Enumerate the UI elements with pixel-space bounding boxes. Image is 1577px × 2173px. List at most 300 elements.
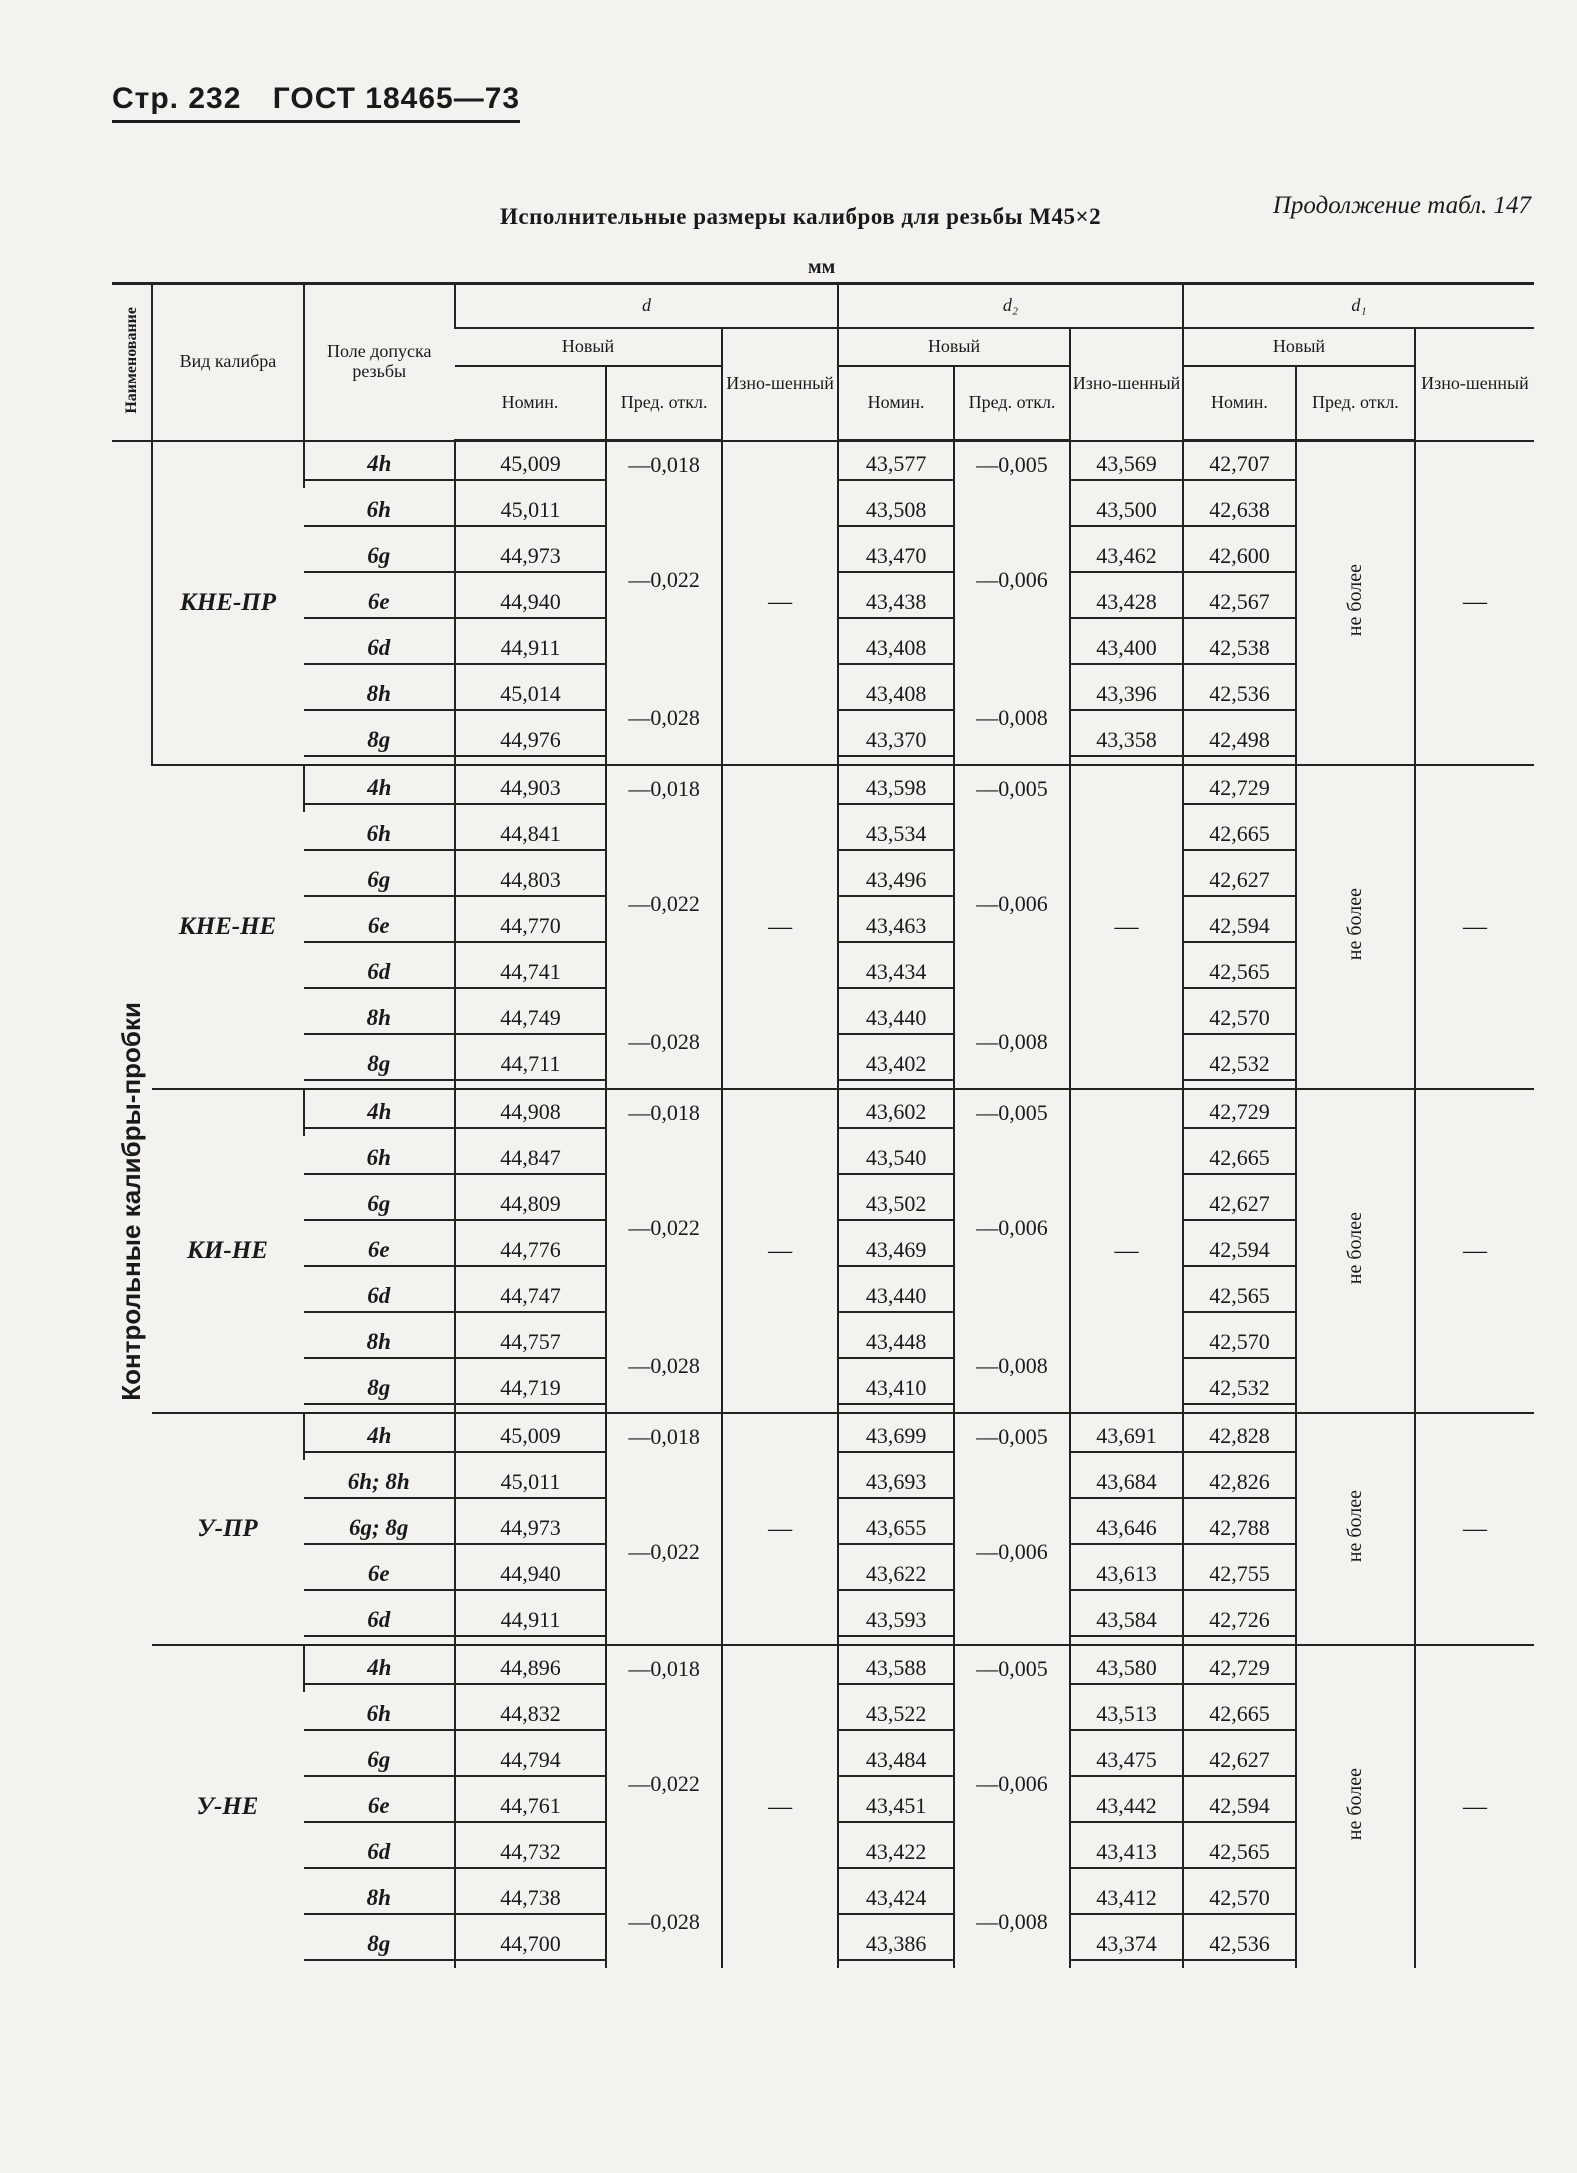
d-nominal: 44,749 [456, 1003, 605, 1035]
d1-nominal: 42,707 [1184, 449, 1295, 481]
d-nominal-cell [455, 534, 606, 580]
d2-worn: 43,374 [1071, 1929, 1182, 1961]
d2-worn: 43,569 [1071, 449, 1182, 481]
table-units: мм [808, 256, 836, 278]
tolerance-field-cell [304, 1830, 455, 1876]
tolerance-field-cell [304, 672, 455, 718]
d2-nominal: 43,577 [839, 449, 953, 481]
tolerance-field-cell [304, 1136, 455, 1182]
d2-worn-cell [1070, 1692, 1183, 1738]
standard-number: ГОСТ 18465—73 [272, 82, 521, 115]
d-limit-dev: —0,022 [606, 488, 722, 672]
d1-nominal-cell [1183, 580, 1296, 626]
header-name: Наименование [112, 284, 152, 441]
d1-nominal-cell [1183, 1506, 1296, 1552]
d1-worn: — [1415, 1645, 1534, 1968]
d1-nominal-cell [1183, 1598, 1296, 1645]
d2-nominal-cell [838, 950, 954, 996]
d-limit-dev: —0,018 [606, 1089, 722, 1136]
d2-worn: 43,500 [1071, 495, 1182, 527]
d-limit-dev: —0,028 [606, 1320, 722, 1413]
d2-worn: 43,580 [1071, 1653, 1182, 1685]
d2-nominal-cell [838, 1460, 954, 1506]
tolerance-field-cell [304, 1320, 455, 1366]
d-nominal: 45,009 [456, 449, 605, 481]
d2-worn-cell [1070, 534, 1183, 580]
d2-nominal: 43,408 [839, 633, 953, 665]
tolerance-field: 8h [304, 1327, 454, 1359]
tolerance-field: 8g [304, 1049, 454, 1081]
tolerance-field: 6d [304, 1837, 454, 1869]
d-limit-dev: —0,022 [606, 1460, 722, 1645]
d2-nominal-cell [838, 1784, 954, 1830]
d1-limit-dev [1296, 1089, 1415, 1413]
d2-nominal-cell [838, 488, 954, 534]
tolerance-field: 6h; 8h [304, 1467, 454, 1499]
tolerance-field: 4h [305, 773, 454, 805]
tolerance-field-cell [304, 1784, 455, 1830]
d1-nominal: 42,828 [1184, 1421, 1295, 1453]
d2-nominal: 43,496 [839, 865, 953, 897]
d-nominal-cell [455, 904, 606, 950]
d2-nominal-cell [838, 626, 954, 672]
d-nominal: 44,770 [456, 911, 605, 943]
d-nominal-cell [455, 441, 606, 489]
d1-nominal-cell [1183, 1320, 1296, 1366]
d2-limit-dev: —0,005 [954, 441, 1070, 489]
tolerance-field-cell [304, 996, 455, 1042]
d1-nominal: 42,665 [1184, 1699, 1295, 1731]
not-more-label: не более [1343, 563, 1366, 637]
d-nominal: 44,911 [456, 1605, 605, 1637]
d2-nominal-cell [838, 718, 954, 765]
d2-nominal: 43,593 [839, 1605, 953, 1637]
d2-worn-cell [1070, 1460, 1183, 1506]
d-limit-dev: —0,022 [606, 812, 722, 996]
d2-nominal: 43,440 [839, 1281, 953, 1313]
d-nominal-cell [455, 1136, 606, 1182]
d1-nominal: 42,567 [1184, 587, 1295, 619]
tolerance-field-cell [304, 718, 455, 765]
d2-worn-cell [1070, 1784, 1183, 1830]
d2-worn: 43,428 [1071, 587, 1182, 619]
d1-nominal-cell [1183, 765, 1296, 812]
d2-nominal: 43,470 [839, 541, 953, 573]
tolerance-field: 6e [304, 1791, 454, 1823]
d1-nominal-cell [1183, 950, 1296, 996]
tolerance-field-cell [304, 1182, 455, 1228]
d-nominal-cell [455, 1042, 606, 1089]
d2-nominal-cell [838, 1552, 954, 1598]
tolerance-field-cell [304, 1645, 455, 1692]
d2-limit-dev: —0,005 [954, 765, 1070, 812]
d2-nominal: 43,484 [839, 1745, 953, 1777]
table-row [112, 1645, 1534, 1692]
header-d1-worn: Изно-шенный [1415, 328, 1534, 441]
d1-nominal: 42,565 [1184, 1281, 1295, 1313]
d-worn: — [722, 1089, 838, 1413]
d2-worn-cell [1070, 1645, 1183, 1692]
d-limit-dev: —0,028 [606, 996, 722, 1089]
d2-limit-dev: —0,006 [954, 1136, 1070, 1320]
d-nominal-cell [455, 672, 606, 718]
d1-nominal: 42,565 [1184, 957, 1295, 989]
d2-limit-dev: —0,008 [954, 996, 1070, 1089]
header-d1-new: Новый [1183, 328, 1415, 366]
d-nominal: 44,732 [456, 1837, 605, 1869]
d-nominal-cell [455, 1274, 606, 1320]
d1-limit-dev [1296, 441, 1415, 766]
d-nominal-cell [455, 1876, 606, 1922]
tolerance-field: 6d [304, 1281, 454, 1313]
d1-nominal: 42,665 [1184, 819, 1295, 851]
page-header [112, 82, 520, 123]
d1-nominal: 42,570 [1184, 1883, 1295, 1915]
d2-nominal: 43,540 [839, 1143, 953, 1175]
d2-limit-dev: —0,005 [954, 1413, 1070, 1460]
header-d2-new: Новый [838, 328, 1070, 366]
tolerance-field-cell [304, 1460, 455, 1506]
tolerance-field: 8h [304, 1883, 454, 1915]
d2-nominal-cell [838, 672, 954, 718]
header-d-worn: Изно-шенный [722, 328, 838, 441]
d1-worn: — [1415, 765, 1534, 1089]
tolerance-field-cell [304, 1876, 455, 1922]
d2-nominal-cell [838, 534, 954, 580]
d-nominal: 44,908 [456, 1097, 605, 1129]
d2-worn-cell [1070, 1922, 1183, 1968]
tolerance-field: 4h [305, 1653, 454, 1685]
d-limit-dev: —0,018 [606, 765, 722, 812]
tolerance-field-cell [304, 1366, 455, 1413]
d2-nominal: 43,410 [839, 1373, 953, 1405]
d2-limit-dev: —0,008 [954, 672, 1070, 765]
d-nominal-cell [455, 1182, 606, 1228]
tolerance-field-cell [304, 904, 455, 950]
d2-nominal-cell [838, 1692, 954, 1738]
d2-nominal: 43,655 [839, 1513, 953, 1545]
gauge-kind: КНЕ-ПР [152, 441, 303, 766]
tolerance-field: 6g [304, 1745, 454, 1777]
d1-nominal-cell [1183, 904, 1296, 950]
d2-nominal-cell [838, 1830, 954, 1876]
d-nominal: 44,757 [456, 1327, 605, 1359]
d2-nominal: 43,693 [839, 1467, 953, 1499]
d2-nominal-cell [838, 1876, 954, 1922]
header-tolerance-field: Поле допуска резьбы [304, 284, 455, 441]
d2-limit-dev: —0,006 [954, 488, 1070, 672]
d2-worn: 43,613 [1071, 1559, 1182, 1591]
tolerance-field: 6h [304, 1143, 454, 1175]
header-d2-limit-dev: Пред. откл. [954, 366, 1070, 441]
not-more-label: не более [1343, 1489, 1366, 1563]
d-nominal-cell [455, 1692, 606, 1738]
tolerance-field-cell [304, 1413, 455, 1460]
d2-nominal-cell [838, 441, 954, 489]
header-d: d [455, 284, 838, 329]
d2-worn-cell [1070, 1598, 1183, 1645]
d1-nominal: 42,665 [1184, 1143, 1295, 1175]
tolerance-field-cell [304, 1274, 455, 1320]
group-name-cell [112, 441, 152, 1969]
table-row [112, 1413, 1534, 1460]
gauge-kind: У-ПР [152, 1413, 303, 1645]
d-nominal: 44,973 [456, 1513, 605, 1545]
d-worn: — [722, 765, 838, 1089]
tolerance-field: 6e [304, 1559, 454, 1591]
d2-nominal-cell [838, 1228, 954, 1274]
d2-nominal: 43,408 [839, 679, 953, 711]
d-limit-dev: —0,018 [606, 1645, 722, 1692]
d1-nominal: 42,788 [1184, 1513, 1295, 1545]
table-row [112, 765, 1534, 812]
d1-nominal-cell [1183, 1784, 1296, 1830]
d1-nominal-cell [1183, 672, 1296, 718]
tolerance-field-cell [304, 1598, 455, 1645]
d1-nominal: 42,638 [1184, 495, 1295, 527]
d1-nominal-cell [1183, 1552, 1296, 1598]
tolerance-field: 6g [304, 1189, 454, 1221]
header-d-limit-dev: Пред. откл. [606, 366, 722, 441]
d2-worn: 43,513 [1071, 1699, 1182, 1731]
d-nominal: 44,976 [456, 725, 605, 757]
d1-nominal-cell [1183, 1042, 1296, 1089]
d1-nominal: 42,538 [1184, 633, 1295, 665]
d2-nominal: 43,508 [839, 495, 953, 527]
d-nominal: 45,009 [456, 1421, 605, 1453]
d2-nominal: 43,699 [839, 1421, 953, 1453]
tolerance-field-cell [304, 534, 455, 580]
d-limit-dev: —0,022 [606, 1692, 722, 1876]
d2-worn: 43,413 [1071, 1837, 1182, 1869]
d1-nominal-cell [1183, 1645, 1296, 1692]
d-nominal: 44,741 [456, 957, 605, 989]
d1-nominal: 42,532 [1184, 1049, 1295, 1081]
d-nominal: 44,738 [456, 1883, 605, 1915]
d-nominal-cell [455, 1922, 606, 1968]
table-continuation-note: Продолжение табл. 147 [1272, 192, 1531, 219]
d2-nominal: 43,522 [839, 1699, 953, 1731]
d1-nominal-cell [1183, 1876, 1296, 1922]
d1-worn: — [1415, 1089, 1534, 1413]
d2-worn-cell [1070, 441, 1183, 489]
d2-nominal: 43,602 [839, 1097, 953, 1129]
d-nominal: 44,803 [456, 865, 605, 897]
tolerance-field-cell [304, 1089, 455, 1136]
d2-nominal: 43,386 [839, 1929, 953, 1961]
tolerance-field: 6g [304, 865, 454, 897]
d-nominal: 45,014 [456, 679, 605, 711]
d-nominal-cell [455, 718, 606, 765]
d2-nominal-cell [838, 1320, 954, 1366]
d2-worn-cell [1070, 1506, 1183, 1552]
d2-worn-cell [1070, 488, 1183, 534]
d2-nominal-cell [838, 1182, 954, 1228]
d2-worn-cell [1070, 1876, 1183, 1922]
not-more-label: не более [1343, 887, 1366, 961]
d-limit-dev: —0,028 [606, 1876, 722, 1968]
d-nominal-cell [455, 1460, 606, 1506]
d2-worn-cell [1070, 626, 1183, 672]
d1-nominal-cell [1183, 1460, 1296, 1506]
d2-limit-dev: —0,005 [954, 1645, 1070, 1692]
d-nominal-cell [455, 580, 606, 626]
d2-nominal: 43,448 [839, 1327, 953, 1359]
d2-nominal-cell [838, 1136, 954, 1182]
d2-nominal-cell [838, 1922, 954, 1968]
d2-worn: 43,646 [1071, 1513, 1182, 1545]
d1-nominal-cell [1183, 441, 1296, 489]
d1-nominal-cell [1183, 812, 1296, 858]
tolerance-field-cell [304, 488, 455, 534]
table-caption: Исполнительные размеры калибров для резьбы M45×2 [500, 204, 1102, 229]
table-row [112, 1089, 1534, 1136]
tolerance-field-cell [304, 858, 455, 904]
d1-nominal: 42,565 [1184, 1837, 1295, 1869]
d-nominal: 44,747 [456, 1281, 605, 1313]
d-nominal-cell [455, 765, 606, 812]
d-nominal-cell [455, 1598, 606, 1645]
d-nominal-cell [455, 1413, 606, 1460]
d-nominal: 44,776 [456, 1235, 605, 1267]
tolerance-field-cell [304, 765, 455, 812]
d2-worn-cell [1070, 1738, 1183, 1784]
d-nominal: 44,700 [456, 1929, 605, 1961]
d-limit-dev: —0,028 [606, 672, 722, 765]
d-limit-dev: —0,018 [606, 1413, 722, 1460]
d-nominal: 44,841 [456, 819, 605, 851]
d-nominal: 44,896 [456, 1653, 605, 1685]
d1-nominal-cell [1183, 1692, 1296, 1738]
d2-limit-dev: —0,005 [954, 1089, 1070, 1136]
not-more-label: не более [1343, 1767, 1366, 1841]
d2-worn: 43,442 [1071, 1791, 1182, 1823]
d1-limit-dev [1296, 1413, 1415, 1645]
d2-nominal-cell [838, 580, 954, 626]
d-limit-dev: —0,018 [606, 441, 722, 489]
d2-limit-dev: —0,008 [954, 1320, 1070, 1413]
d2-nominal-cell [838, 904, 954, 950]
tolerance-field-cell [304, 812, 455, 858]
tolerance-field-cell [304, 580, 455, 626]
d1-nominal: 42,726 [1184, 1605, 1295, 1637]
d-nominal-cell [455, 1784, 606, 1830]
tolerance-field: 6d [304, 957, 454, 989]
tolerance-field: 6g; 8g [304, 1513, 454, 1545]
d1-nominal-cell [1183, 1922, 1296, 1968]
d2-nominal-cell [838, 1089, 954, 1136]
d1-nominal-cell [1183, 1182, 1296, 1228]
d-nominal: 45,011 [456, 495, 605, 527]
d1-nominal: 42,570 [1184, 1003, 1295, 1035]
d-nominal: 44,847 [456, 1143, 605, 1175]
d-nominal-cell [455, 1645, 606, 1692]
d2-nominal-cell [838, 996, 954, 1042]
tolerance-field: 6g [304, 541, 454, 573]
header-d-nominal: Номин. [455, 366, 606, 441]
d2-nominal: 43,469 [839, 1235, 953, 1267]
gauge-kind: У-НЕ [152, 1645, 303, 1968]
d2-worn: 43,462 [1071, 541, 1182, 573]
d1-nominal-cell [1183, 1228, 1296, 1274]
d2-worn: — [1070, 765, 1183, 1089]
d1-nominal: 42,627 [1184, 1189, 1295, 1221]
tolerance-field: 6d [304, 1605, 454, 1637]
tolerance-field: 8h [304, 1003, 454, 1035]
d1-nominal-cell [1183, 1830, 1296, 1876]
d1-nominal-cell [1183, 488, 1296, 534]
tolerance-field: 4h [305, 449, 454, 481]
d-nominal-cell [455, 1366, 606, 1413]
d2-worn: — [1070, 1089, 1183, 1413]
d-nominal: 44,761 [456, 1791, 605, 1823]
d2-nominal-cell [838, 1274, 954, 1320]
d2-worn: 43,684 [1071, 1467, 1182, 1499]
tolerance-field: 6e [304, 1235, 454, 1267]
d-nominal-cell [455, 1506, 606, 1552]
header-d1: d₁ [1183, 284, 1534, 329]
d2-nominal: 43,598 [839, 773, 953, 805]
d1-nominal-cell [1183, 996, 1296, 1042]
d2-worn: 43,400 [1071, 633, 1182, 665]
header-d2-worn: Изно-шенный [1070, 328, 1183, 441]
d1-nominal-cell [1183, 626, 1296, 672]
d1-limit-dev [1296, 765, 1415, 1089]
d2-worn: 43,358 [1071, 725, 1182, 757]
d-nominal: 44,911 [456, 633, 605, 665]
d1-nominal: 42,594 [1184, 1791, 1295, 1823]
d-nominal-cell [455, 1089, 606, 1136]
tolerance-field: 8g [304, 1929, 454, 1961]
d-worn: — [722, 1413, 838, 1645]
not-more-label: не более [1343, 1211, 1366, 1285]
d-nominal: 45,011 [456, 1467, 605, 1499]
d2-worn: 43,396 [1071, 679, 1182, 711]
d-limit-dev: —0,022 [606, 1136, 722, 1320]
d2-nominal-cell [838, 858, 954, 904]
tolerance-field: 6d [304, 633, 454, 665]
group-name-label: Контрольные калибры-пробки [116, 1002, 147, 1402]
d1-nominal: 42,729 [1184, 773, 1295, 805]
d1-nominal-cell [1183, 1089, 1296, 1136]
d-nominal-cell [455, 812, 606, 858]
d2-nominal: 43,422 [839, 1837, 953, 1869]
d2-nominal-cell [838, 812, 954, 858]
d-nominal: 44,832 [456, 1699, 605, 1731]
tolerance-field-cell [304, 1506, 455, 1552]
d-nominal-cell [455, 1552, 606, 1598]
d1-nominal: 42,536 [1184, 1929, 1295, 1961]
d-nominal-cell [455, 488, 606, 534]
d2-nominal-cell [838, 765, 954, 812]
d-nominal-cell [455, 1228, 606, 1274]
d1-nominal: 42,627 [1184, 1745, 1295, 1777]
tolerance-field-cell [304, 1042, 455, 1089]
d1-worn: — [1415, 1413, 1534, 1645]
d2-nominal-cell [838, 1506, 954, 1552]
d1-nominal: 42,594 [1184, 1235, 1295, 1267]
d1-nominal: 42,536 [1184, 679, 1295, 711]
d1-nominal-cell [1183, 858, 1296, 904]
d2-nominal: 43,434 [839, 957, 953, 989]
tolerance-field: 4h [305, 1097, 454, 1129]
d2-worn-cell [1070, 1552, 1183, 1598]
d2-worn: 43,475 [1071, 1745, 1182, 1777]
d1-nominal: 42,729 [1184, 1097, 1295, 1129]
d-worn: — [722, 441, 838, 766]
d1-nominal: 42,498 [1184, 725, 1295, 757]
d2-limit-dev: —0,006 [954, 1692, 1070, 1876]
